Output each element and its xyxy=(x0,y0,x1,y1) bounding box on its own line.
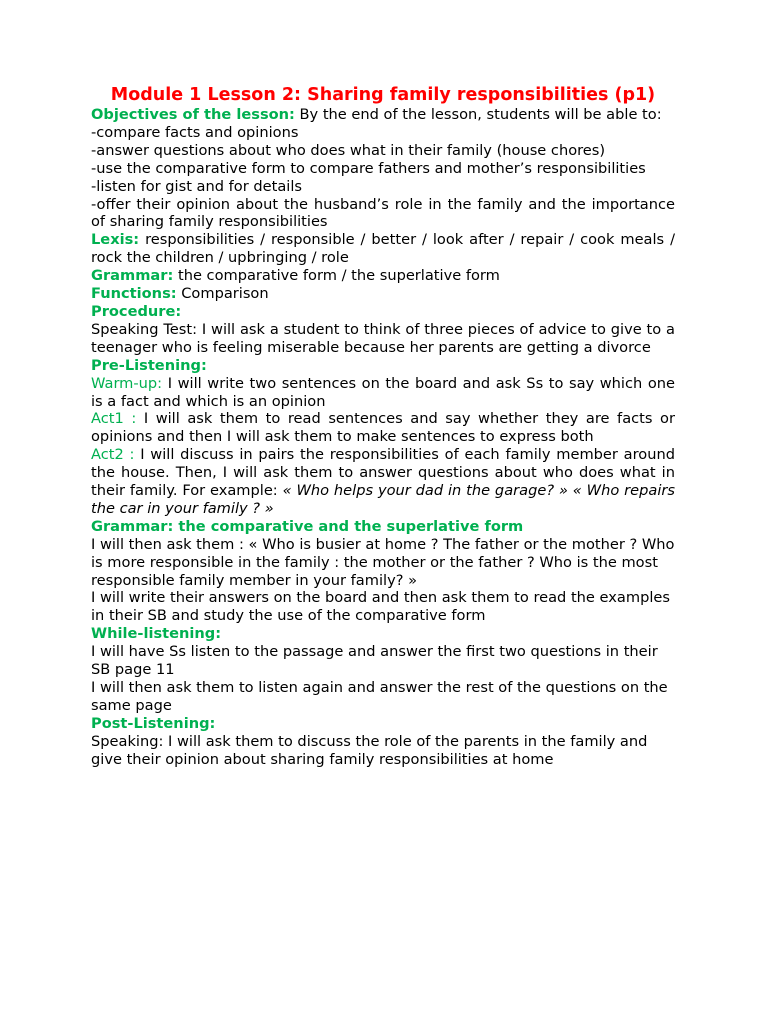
lesson-body xyxy=(91,106,675,769)
objective-item: -answer questions about who does what in their family (house chores) xyxy=(91,141,606,159)
functions-text: Comparison xyxy=(176,285,269,303)
act2-paragraph xyxy=(91,446,675,518)
lexis-text: responsibilities / responsible / better / look after / repair / cook meals / rock the children / upbringing / role xyxy=(91,231,675,267)
procedure-heading: Procedure: xyxy=(91,302,182,320)
grammar-label: Grammar: xyxy=(91,267,174,285)
grammar-section-text: I will then ask them : « Who is busier at home ? The father or the mother ? Who is more responsible in the family : the mother or the father ? Who is the most responsible family member in your family? » xyxy=(91,535,675,589)
post-listening-text: Speaking: I will ask them to discuss the role of the parents in the family and give their opinion about sharing family responsibilities at home xyxy=(91,732,648,768)
lexis-paragraph xyxy=(91,231,675,267)
act2-label: Act2 : xyxy=(91,446,135,464)
page-title: Module 1 Lesson 2: Sharing family responsibilities (p1) xyxy=(110,85,656,105)
functions-paragraph xyxy=(91,285,675,303)
objective-item: -compare facts and opinions xyxy=(91,123,299,141)
objectives-label: Objectives of the lesson: xyxy=(91,106,295,123)
objectives-intro: By the end of the lesson, students will be able to: xyxy=(294,106,662,123)
warmup-paragraph xyxy=(91,375,675,411)
objective-item: -use the comparative form to compare fathers and mother’s responsibilities xyxy=(91,159,646,177)
act2-text: I will discuss in pairs the responsibilities of each family member around the house. Then, I will ask them to answer questions about who does what in their family. For example: xyxy=(91,446,675,500)
grammar-paragraph xyxy=(91,267,675,285)
while-listening-text: I will then ask them to listen again and answer the rest of the questions on the same page xyxy=(91,679,668,714)
while-listening-text: I will have Ss listen to the passage and answer the first two questions in their SB page 11 xyxy=(91,643,658,679)
act2-example: « Who helps your dad in the garage? » « Who repairs the car in your family ? » xyxy=(91,482,675,517)
objective-item: -offer their opinion about the husband’s role in the family and the importance of sharing family responsibilities xyxy=(91,195,675,231)
act1-text: I will ask them to read sentences and say whether they are facts or opinions and then I will ask them to make sentences to express both xyxy=(91,410,675,446)
lexis-label: Lexis: xyxy=(91,231,140,249)
grammar-section-heading: Grammar: the comparative and the superlative form xyxy=(91,517,524,535)
grammar-text: the comparative form / the superlative form xyxy=(173,267,500,285)
objective-item: -listen for gist and for details xyxy=(91,177,302,195)
pre-listening-heading: Pre-Listening: xyxy=(91,356,207,374)
functions-label: Functions: xyxy=(91,285,177,303)
grammar-section-text: I will write their answers on the board and then ask them to read the examples in their SB and study the use of the comparative form xyxy=(91,589,670,625)
warmup-label: Warm-up: xyxy=(91,374,163,392)
post-listening-heading: Post-Listening: xyxy=(91,714,216,732)
procedure-text: Speaking Test: I will ask a student to think of three pieces of advice to give to a teenager who is feeling miserable because her parents are getting a divorce xyxy=(91,320,675,356)
act1-paragraph xyxy=(91,410,675,446)
objectives-paragraph xyxy=(91,106,675,124)
warmup-text: I will write two sentences on the board and ask Ss to say which one is a fact and which is an opinion xyxy=(91,374,675,410)
act1-label: Act1 : xyxy=(91,410,137,428)
while-listening-heading: While-listening: xyxy=(91,625,222,643)
